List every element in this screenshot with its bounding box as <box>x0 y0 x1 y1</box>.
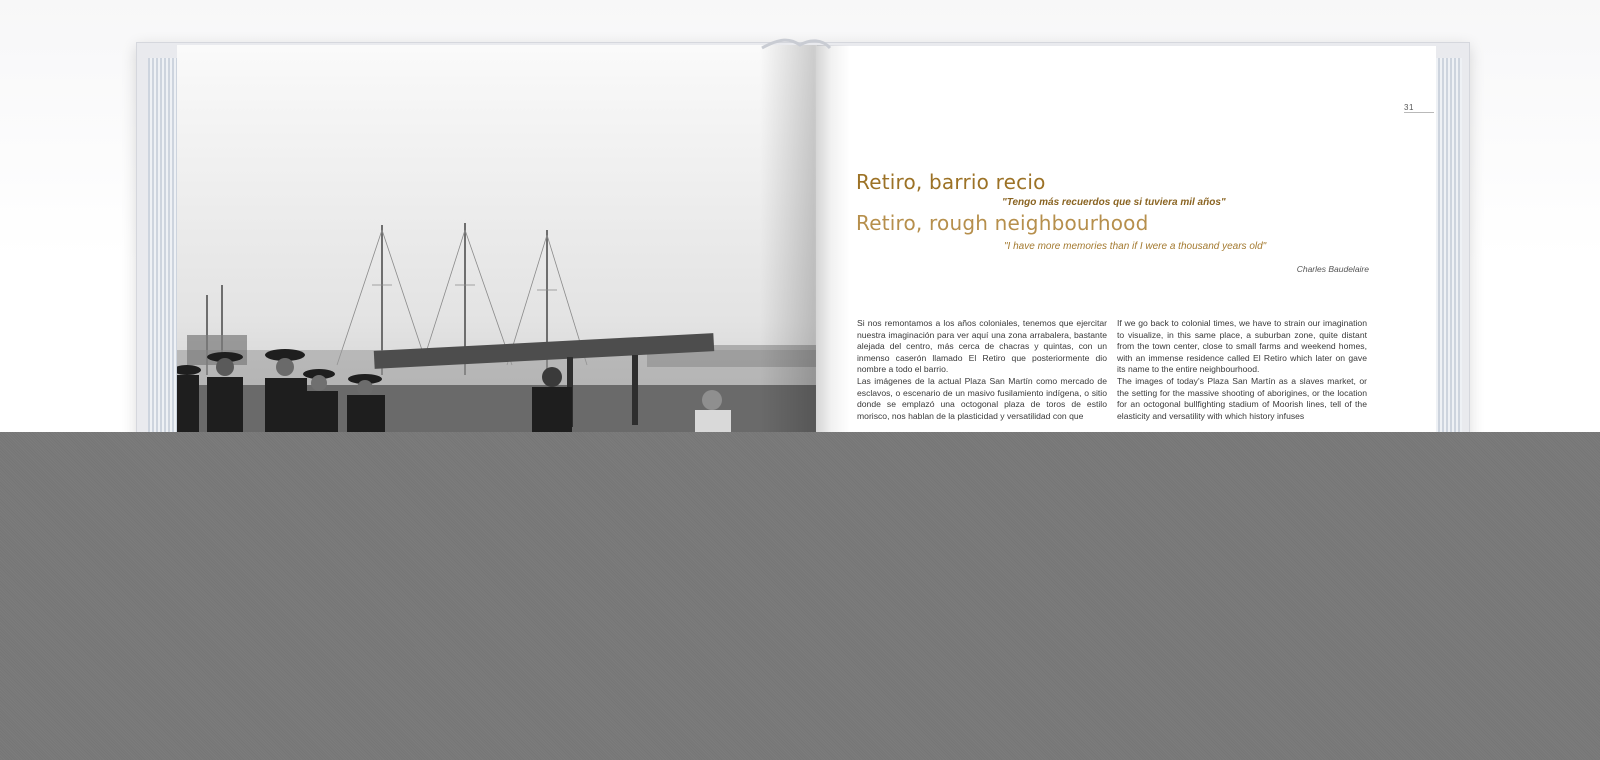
left-page-edges <box>148 58 178 432</box>
paragraph: Si nos remontamos a los años coloniales, tenemos que ejercitar nuestra imaginación para ver aquí una zona arrabalera, bastante alejada del centro, más cerca de chacras y quintas, con un inmenso caserón llamado El Retiro que posteriormente dio nombre a todo el barrio. <box>857 318 1107 375</box>
body-text-spanish <box>857 318 1107 422</box>
body-text-english <box>1117 318 1367 422</box>
epigraph-spanish: "Tengo más recuerdos que si tuviera mil años" <box>1002 197 1226 208</box>
epigraph-author: Charles Baudelaire <box>1296 264 1369 274</box>
photo-page <box>177 45 817 432</box>
paragraph: Las imágenes de la actual Plaza San Martín como mercado de esclavos, o escenario de un masivo fusilamiento indígena, o sitio donde se emplazó una octogonal plaza de toros de estilo morisco, nos hablan de la plasticidad y versatilidad con que <box>857 375 1107 421</box>
gray-overlay-area <box>0 432 1600 760</box>
bookmark-ribbon <box>760 36 832 50</box>
right-page-edges <box>1432 58 1462 432</box>
chapter-title-spanish: Retiro, barrio recio <box>856 170 1046 194</box>
page-number-rule <box>1404 112 1434 113</box>
chapter-title-english: Retiro, rough neighbourhood <box>856 211 1149 235</box>
paragraph: The images of today's Plaza San Martín as a slaves market, or the setting for the massive shooting of aborigines, or the location for an octogonal bullfighting stadium of Moorish lines, tell of the elasticity and versatility with which history infuses <box>1117 375 1367 421</box>
historic-harbor-photo <box>177 45 817 432</box>
epigraph-english: "I have more memories than if I were a thousand years old" <box>1004 241 1267 252</box>
paragraph: If we go back to colonial times, we have to strain our imagination to visualize, in this same place, a suburban zone, quite distant from the town center, close to small farms and weekend homes, with an immense residence called El Retiro which later on gave its name to the entire neighbourhood. <box>1117 318 1367 375</box>
page-number: 31 <box>1404 103 1414 112</box>
